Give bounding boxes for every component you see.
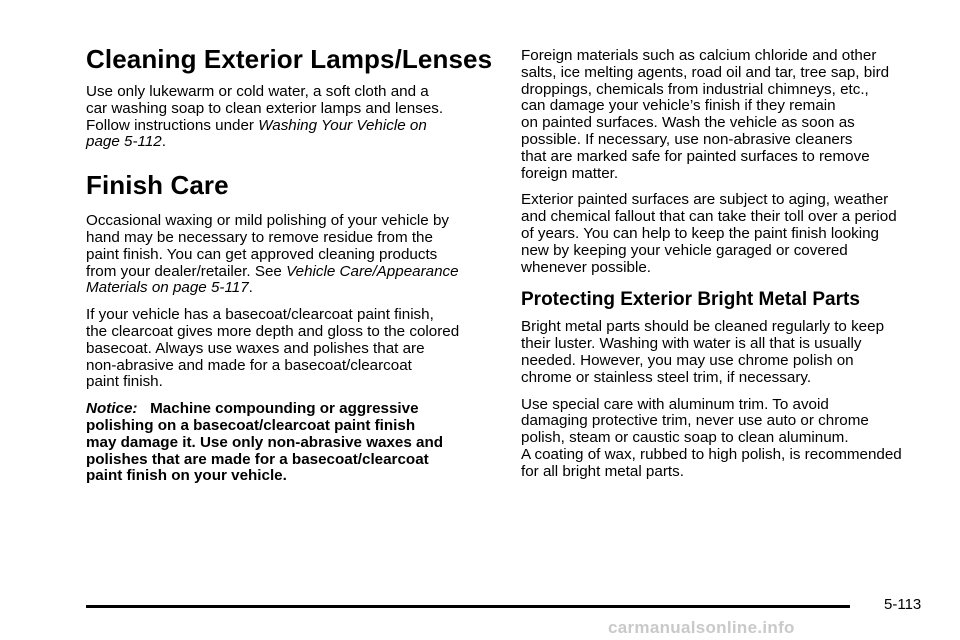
subheading-bright-metal: Protecting Exterior Bright Metal Parts — [521, 289, 860, 311]
paragraph-foreign-materials: Foreign materials such as calcium chloride and other salts, ice melting agents, road oil and tar, tree sap, bird droppings, chemicals from industrial chimneys, etc., can damage your vehicle’s finish if they remain on painted surfaces. Wash the vehicle as soon as possible. If necessary, use non-abrasive cleaners that are marked safe for painted surfaces to remove foreign matter. — [521, 47, 890, 182]
cross-reference-washing-page: page 5-112 — [86, 133, 162, 151]
section-heading-cleaning-lamps: Cleaning Exterior Lamps/Lenses — [86, 44, 493, 74]
notice-paragraph: Notice: Machine compounding or aggressive polishing on a basecoat/clearcoat paint finish may damage it. Use only non-abrasive waxes and polishes that are made for a basecoat/clearcoat paint finish on your vehicle. — [86, 400, 444, 485]
page-number: 5-113 — [884, 596, 922, 613]
paragraph-bright-metal-2: Use special care with aluminum trim. To avoid damaging protective trim, never use auto or chrome polish, steam or caustic soap to clean aluminum. A coating of wax, rubbed to high polish, is recommended for all bright metal parts. — [521, 395, 902, 480]
footer-rule — [86, 605, 850, 608]
section-heading-finish-care: Finish Care — [86, 170, 229, 201]
paragraph-bright-metal-1: Bright metal parts should be cleaned regularly to keep their luster. Washing with water is all that is usually needed. However, you may use chrome polish on chrome or stainless steel trim, if necessary. — [521, 318, 885, 386]
right-column — [521, 48, 931, 481]
cross-reference-washing-link: Washing Your Vehicle on — [258, 116, 427, 134]
paragraph-finish-care-1: Occasional waxing or mild polishing of your vehicle by hand may be necessary to remove residue from the paint finish. You can get approved cleaning products from your dealer/retailer. See Vehicle Care/Appearance Materials on page 5-117. — [86, 212, 459, 297]
notice-label: Notice: — [86, 400, 138, 418]
cross-reference-appearance-page: Materials on page 5-117 — [86, 279, 249, 297]
paragraph-finish-care-2: If your vehicle has a basecoat/clearcoat paint finish, the clearcoat gives more depth and gloss to the colored basecoat. Always use waxes and polishes that are non-abrasive and made for a basecoat/clearcoat paint finish. — [86, 306, 460, 391]
left-column — [86, 43, 496, 485]
watermark: carmanualsonline.info — [608, 618, 795, 637]
cross-reference-appearance-link: Vehicle Care/Appearance — [286, 262, 459, 280]
paragraph-exterior-painted: Exterior painted surfaces are subject to aging, weather and chemical fallout that can take their toll over a period of years. You can help to keep the paint finish looking new by keeping your vehicle garaged or covered whenever possible. — [521, 191, 897, 276]
paragraph-cleaning-lamps: Use only lukewarm or cold water, a soft cloth and a car washing soap to clean exterior lamps and lenses. Follow instructions under Washing Your Vehicle on page 5-112. — [86, 83, 444, 151]
